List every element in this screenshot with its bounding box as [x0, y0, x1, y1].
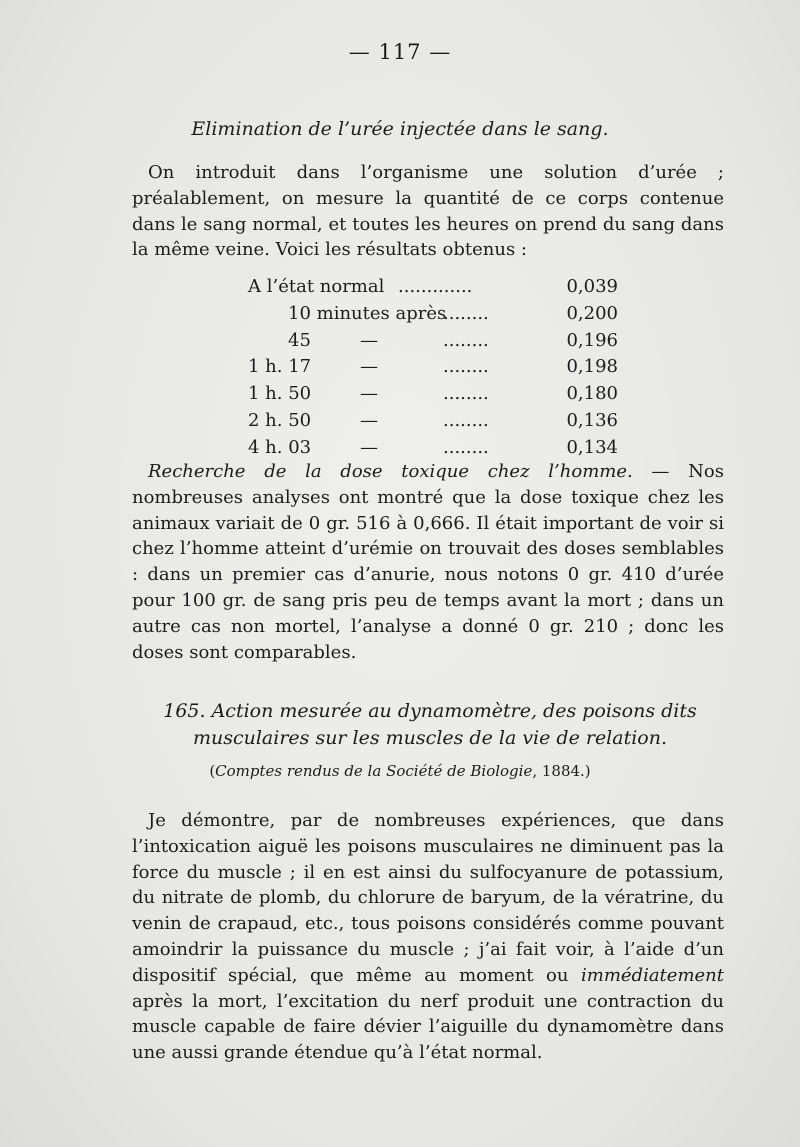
row-dots: ........	[443, 409, 489, 431]
table-row	[248, 303, 618, 330]
row-dots: ........	[443, 329, 489, 351]
row-dots: ........	[443, 302, 489, 324]
row-value: 0,196	[566, 329, 618, 351]
row-value: 0,134	[566, 436, 618, 458]
row-time: 2 h. 50	[248, 409, 312, 431]
article-165-title-line2: musculaires sur les muscles de la vie de relation.	[192, 727, 668, 749]
section-intro-paragraph	[132, 160, 724, 263]
row-dash: —	[360, 356, 378, 378]
article-165-body	[132, 808, 724, 1066]
table-row	[248, 383, 618, 410]
table-row	[248, 356, 618, 383]
row-dash: —	[360, 329, 378, 351]
row-dash: —	[360, 383, 378, 405]
row-value: 0,039	[566, 276, 618, 297]
reference-journal: Comptes rendus de la Société de Biologie	[215, 762, 533, 780]
row-value: 0,180	[566, 383, 618, 405]
toxic-dose-paragraph	[132, 459, 724, 665]
row-time: 4 h. 03	[248, 436, 312, 458]
table-row	[248, 410, 618, 437]
page-number: — 117 —	[348, 40, 452, 64]
row-dots: .............	[398, 276, 473, 297]
row-dash: —	[360, 409, 378, 431]
row-time: 1 h. 50	[248, 383, 312, 405]
article-165-body-italic: immédiatement	[581, 964, 724, 986]
article-165-reference	[0, 762, 800, 780]
reference-open: (	[209, 762, 216, 780]
row-time: 10 minutes après	[288, 302, 447, 324]
row-time: 45	[288, 329, 311, 351]
table-row	[248, 330, 618, 357]
table-row	[248, 276, 618, 303]
results-table	[248, 276, 618, 464]
toxic-dose-heading: Recherche de la dose toxique chez l’homme.	[148, 461, 633, 482]
row-time: A l’état normal	[248, 276, 385, 297]
article-165-title-line1: 165. Action mesurée au dynamomètre, des poisons dits	[163, 700, 697, 722]
row-dots: ........	[443, 436, 489, 458]
row-value: 0,198	[566, 356, 618, 378]
toxic-dose-text: — Nos nombreuses analyses ont montré que la dose toxique chez les animaux variait de 0 gr. 516 à 0,666. Il était important de voir si chez l’homme atteint d’urémie on trouvait des doses semblables : dans un premier cas d’anurie, nous notons 0 gr. 410 d’urée pour 100 gr. de sang pris peu de temps avant la mort ; dans un autre cas non mortel, l’analyse a donné 0 gr. 210 ; donc les doses sont comparables.	[132, 461, 724, 663]
row-value: 0,200	[566, 302, 618, 324]
row-time: 1 h. 17	[248, 356, 312, 378]
row-dots: ........	[443, 356, 489, 378]
section-title-urea-elimination: Elimination de l’urée injectée dans le sang.	[191, 118, 609, 140]
row-dots: ........	[443, 383, 489, 405]
row-dash: —	[360, 436, 378, 458]
article-165-body-part2: après la mort, l’excitation du nerf produit une contraction du muscle capable de faire dévier l’aiguille du dynamomètre dans une aussi grande étendue qu’à l’état normal.	[132, 990, 724, 1064]
article-165-body-part1: Je démontre, par de nombreuses expériences, que dans l’intoxication aiguë les poisons musculaires ne diminuent pas la force du muscle ; il en est ainsi du sulfocyanure de potassium, du nitrate de plomb, du chlorure de baryum, de la vératrine, du venin de crapaud, etc., tous poisons considérés comme pouvant amoindrir la puissance du muscle ; j’ai fait voir, à l’aide d’un dispositif spécial, que même au moment ou	[132, 810, 724, 986]
row-value: 0,136	[566, 409, 618, 431]
intro-text: On introduit dans l’organisme une solution d’urée ; préalablement, on mesure la quantité de ce corps contenue dans le sang normal, et toutes les heures on prend du sang dans la même veine. Voici les résultats obtenus :	[132, 162, 724, 261]
reference-year: , 1884.)	[532, 762, 591, 780]
